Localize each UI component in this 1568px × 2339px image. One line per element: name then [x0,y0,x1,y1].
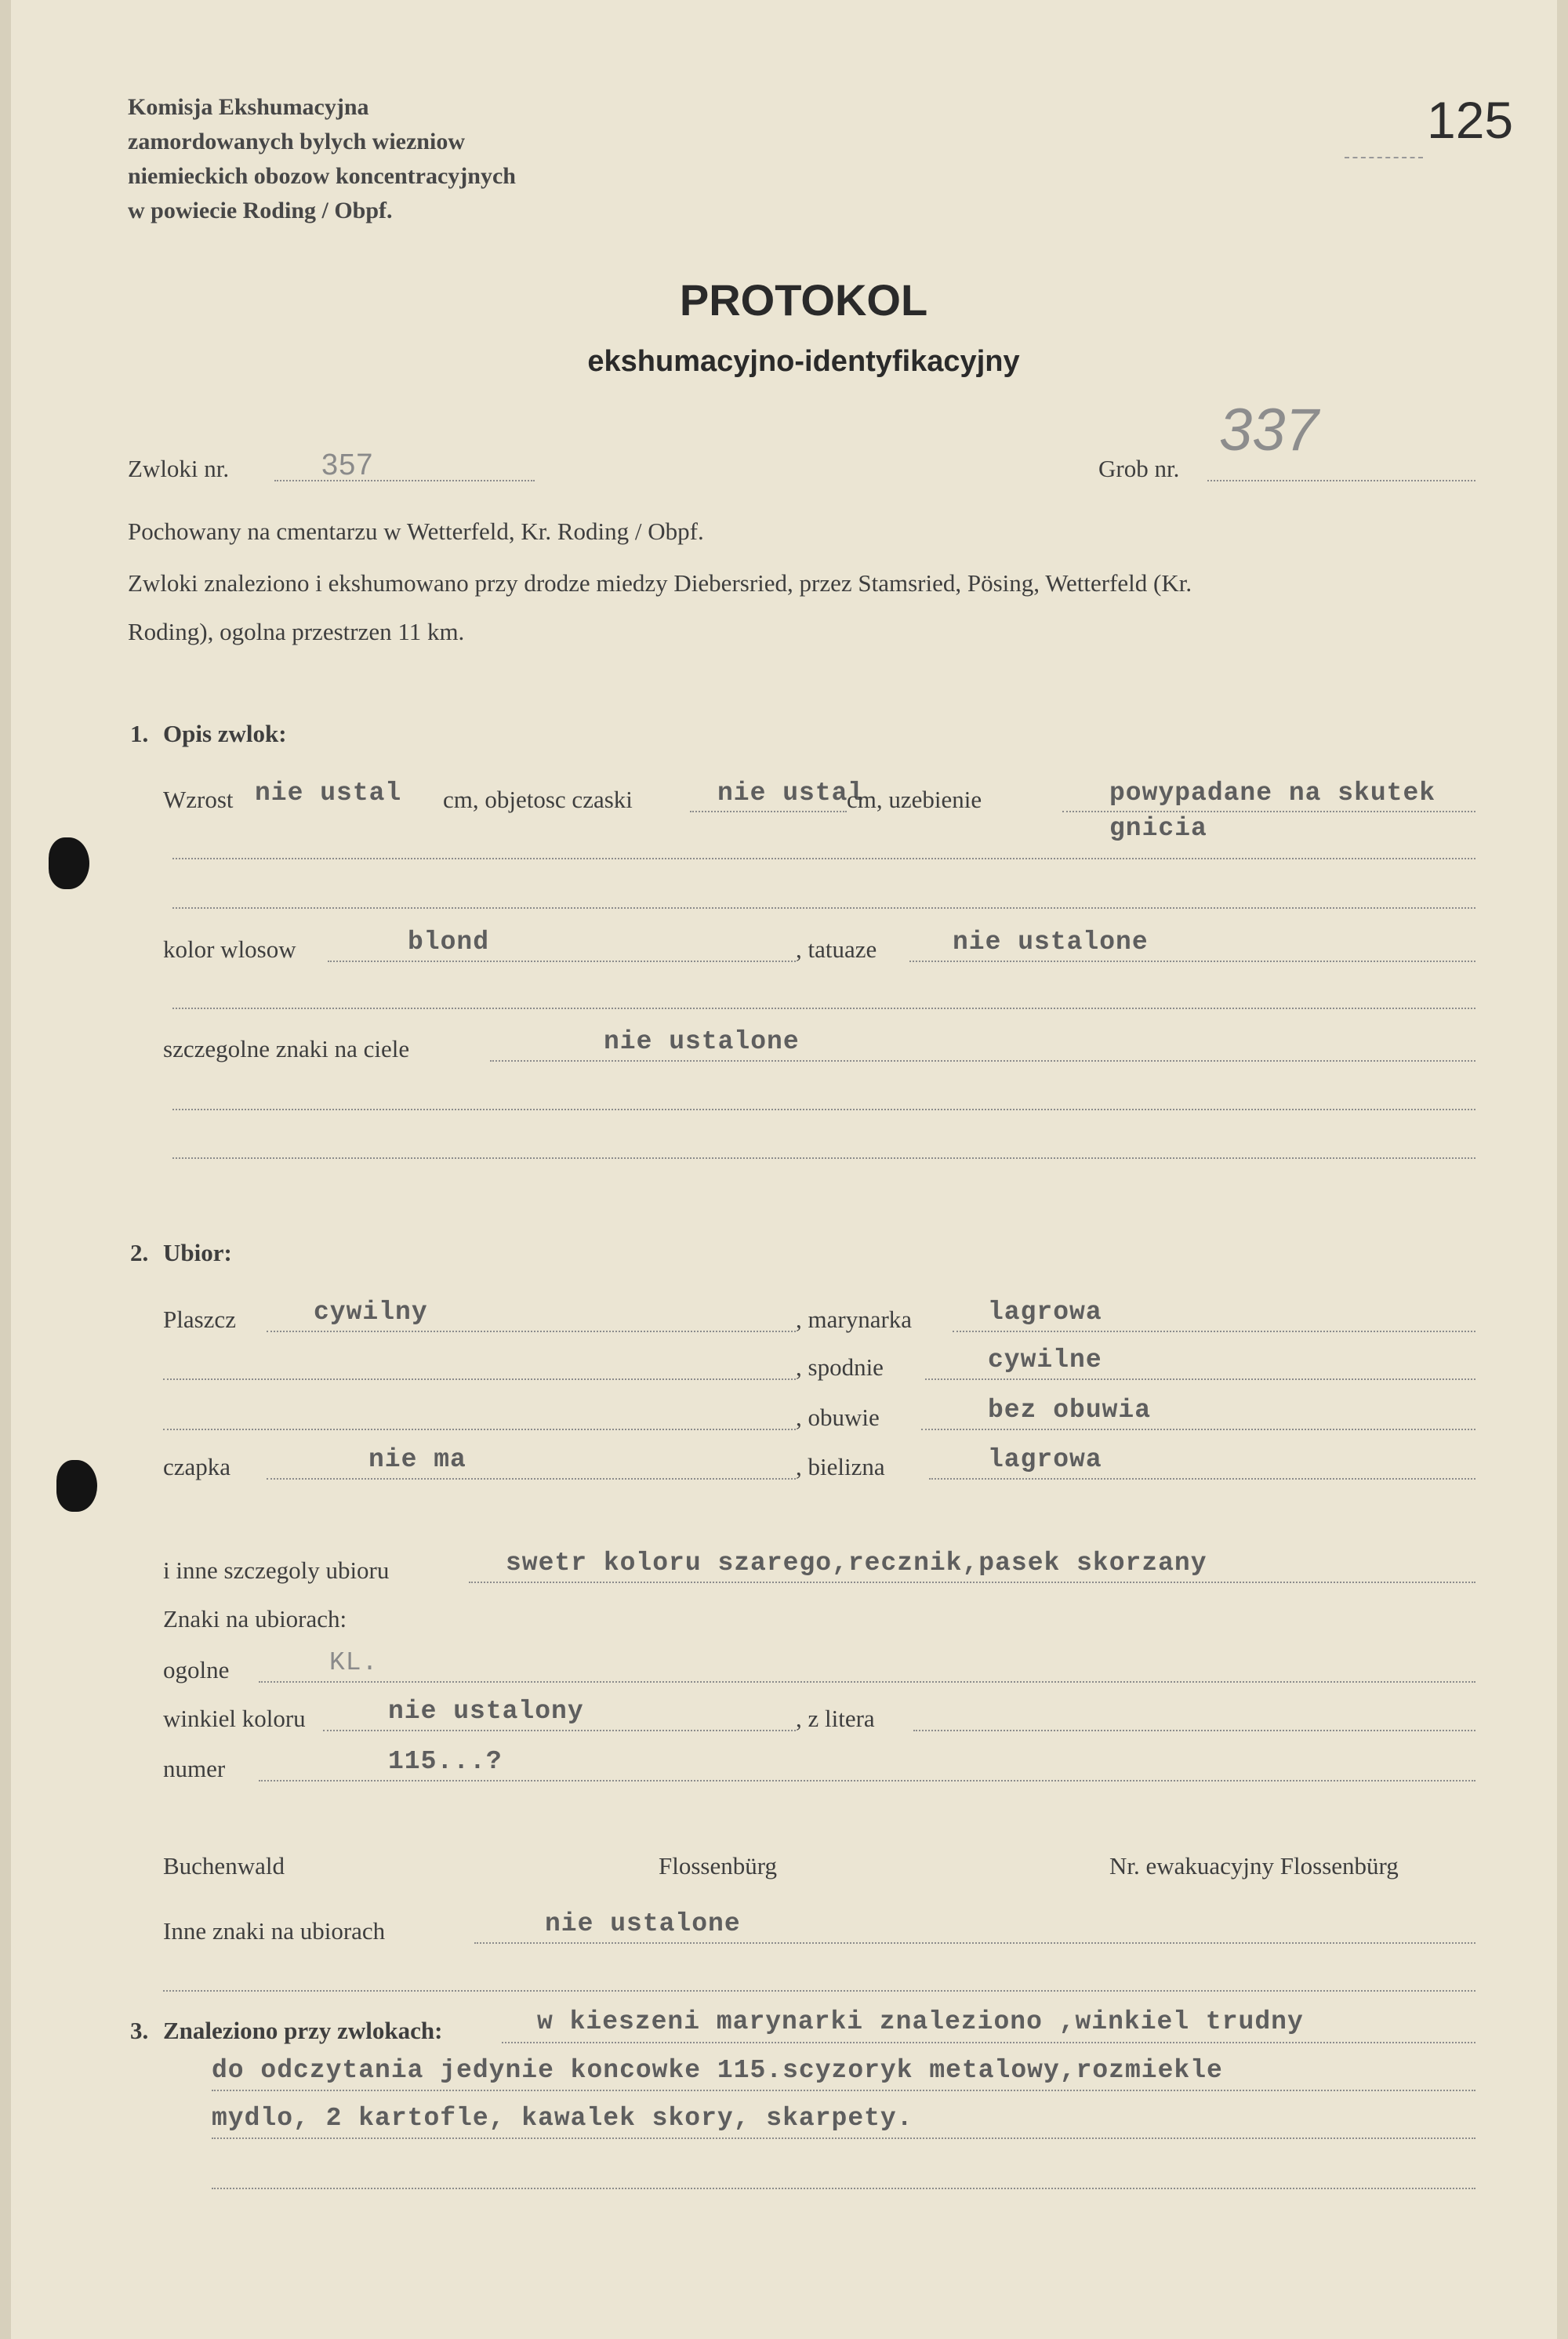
szczegolne-znaki-value: nie ustalone [604,1027,800,1056]
uzebienie-label: cm, uzebienie [847,786,982,813]
section3-heading: Znaleziono przy zwlokach: [163,2017,443,2044]
opis-line-1 [172,858,1475,859]
tatuaze-label: , tatuaze [796,935,877,963]
header-line-4: w powiecie Roding / Obpf. [128,198,393,223]
section3-line-4 [212,2188,1475,2189]
znaki-ubiorach-label: Znaki na ubiorach: [163,1605,347,1633]
wzrost-label: Wzrost [163,786,234,813]
buchenwald-label: Buchenwald [163,1852,285,1880]
uzebienie-value: powypadane na skutek [1109,779,1436,808]
spodnie-value: cywilne [988,1346,1102,1375]
obuwie-label: , obuwie [796,1404,880,1431]
grob-value: 337 [1219,397,1319,463]
plaszcz-value: cywilny [314,1298,428,1327]
obuwie-line [921,1429,1475,1430]
section2-heading: Ubior: [163,1239,232,1266]
winkiel-value: nie ustalony [388,1697,584,1726]
opis-line-2 [172,907,1475,909]
obuwie-left-line [163,1429,796,1430]
czaszka-label: cm, objetosc czaski [443,786,633,813]
litera-label: , z litera [796,1705,875,1732]
ogolne-line [259,1681,1475,1683]
winkiel-label: winkiel koloru [163,1705,306,1732]
nr-ewakuacyjny-label: Nr. ewakuacyjny Flossenbürg [1109,1852,1399,1880]
czaszka-value: nie ustal [717,779,865,808]
pochowany-text: Pochowany na cmentarzu w Wetterfeld, Kr. Roding / Obpf. [128,518,704,545]
uzebienie-line [1062,811,1475,812]
inne-szczegoly-label: i inne szczegoly ubioru [163,1556,390,1584]
szczegolne-znaki-line [490,1060,1475,1062]
uzebienie-value-2: gnicia [1109,814,1207,843]
marynarka-value: lagrowa [988,1298,1102,1327]
numer-label: numer [163,1755,226,1782]
spodnie-line [925,1378,1475,1380]
section3-line-2 [212,2090,1475,2091]
znaki-extra-line-2 [172,1157,1475,1159]
inne-znaki-value: nie ustalone [545,1909,741,1938]
section1-number: 1. [130,720,149,747]
section1-heading: Opis zwlok: [163,720,287,747]
kolor-extra-line [172,1008,1475,1009]
header-line-1: Komisja Ekshumacyjna [128,94,369,120]
numer-value: 115...? [388,1747,503,1776]
czapka-value: nie ma [368,1445,466,1474]
zwloki-line [274,480,535,481]
plaszcz-line [267,1331,796,1332]
grob-label: Grob nr. [1098,455,1180,482]
czaszka-line [690,811,847,812]
section3-text-line3: mydlo, 2 kartofle, kawalek skory, skarpety. [212,2104,913,2133]
header-line-2: zamordowanych bylych wiezniow [128,129,465,154]
page-number-mark [1345,157,1423,158]
wzrost-value: nie ustal [255,779,402,808]
zwloki-label: Zwloki nr. [128,455,230,482]
inne-znaki-line [474,1942,1475,1944]
winkiel-line [323,1730,796,1731]
section3-line-3 [212,2137,1475,2139]
tatuaze-value: nie ustalone [953,928,1149,957]
punch-hole-bottom [56,1460,97,1512]
section2-number: 2. [130,1239,149,1266]
bielizna-line [929,1478,1475,1480]
czapka-label: czapka [163,1453,231,1480]
inne-szczegoly-line [469,1582,1475,1583]
section3-text-line2: do odczytania jedynie koncowke 115.scyzoryk metalowy,rozmiekle [212,2056,1223,2085]
section3-number: 3. [130,2017,149,2044]
numer-line [259,1780,1475,1781]
kolor-wlosow-label: kolor wlosow [163,935,296,963]
bielizna-value: lagrowa [988,1445,1102,1474]
page-number: 125 [1427,91,1514,149]
ogolne-value: KL. [329,1648,379,1677]
spodnie-label: , spodnie [796,1353,884,1381]
szczegolne-znaki-label: szczegolne znaki na ciele [163,1035,410,1062]
grob-line [1207,480,1475,481]
ogolne-label: ogolne [163,1656,230,1683]
document-subtitle: ekshumacyjno-identyfikacyjny [587,345,1020,378]
inne-znaki-label: Inne znaki na ubiorach [163,1917,386,1945]
marynarka-label: , marynarka [796,1306,913,1333]
obuwie-value: bez obuwia [988,1396,1152,1425]
litera-line [913,1730,1475,1731]
bielizna-label: , bielizna [796,1453,885,1480]
flossenburg-label: Flossenbürg [659,1852,778,1880]
znaki-extra-line-1 [172,1109,1475,1110]
znaleziono-text-line2: Roding), ogolna przestrzen 11 km. [128,618,465,645]
section3-line-1 [502,2042,1475,2043]
kolor-wlosow-value: blond [408,928,490,957]
marynarka-line [953,1331,1475,1332]
spodnie-left-line [163,1378,796,1380]
czapka-line [267,1478,796,1480]
znaleziono-text-line1: Zwloki znaleziono i ekshumowano przy drodze miedzy Diebersried, przez Stamsried, Pösing, Wetterfeld (Kr. [128,569,1192,597]
kolor-wlosow-line [328,961,796,962]
header-line-3: niemieckich obozow koncentracyjnych [128,163,516,189]
inne-szczegoly-value: swetr koloru szarego,recznik,pasek skorzany [506,1549,1207,1578]
section3-text-line1: w kieszeni marynarki znaleziono ,winkiel trudny [537,2007,1304,2036]
plaszcz-label: Plaszcz [163,1306,236,1333]
tatuaze-line [909,961,1475,962]
punch-hole-top [49,837,89,889]
zwloki-value: 357 [321,449,374,481]
document-title: PROTOKOL [679,275,928,325]
inne-znaki-extra-line [163,1990,1475,1992]
